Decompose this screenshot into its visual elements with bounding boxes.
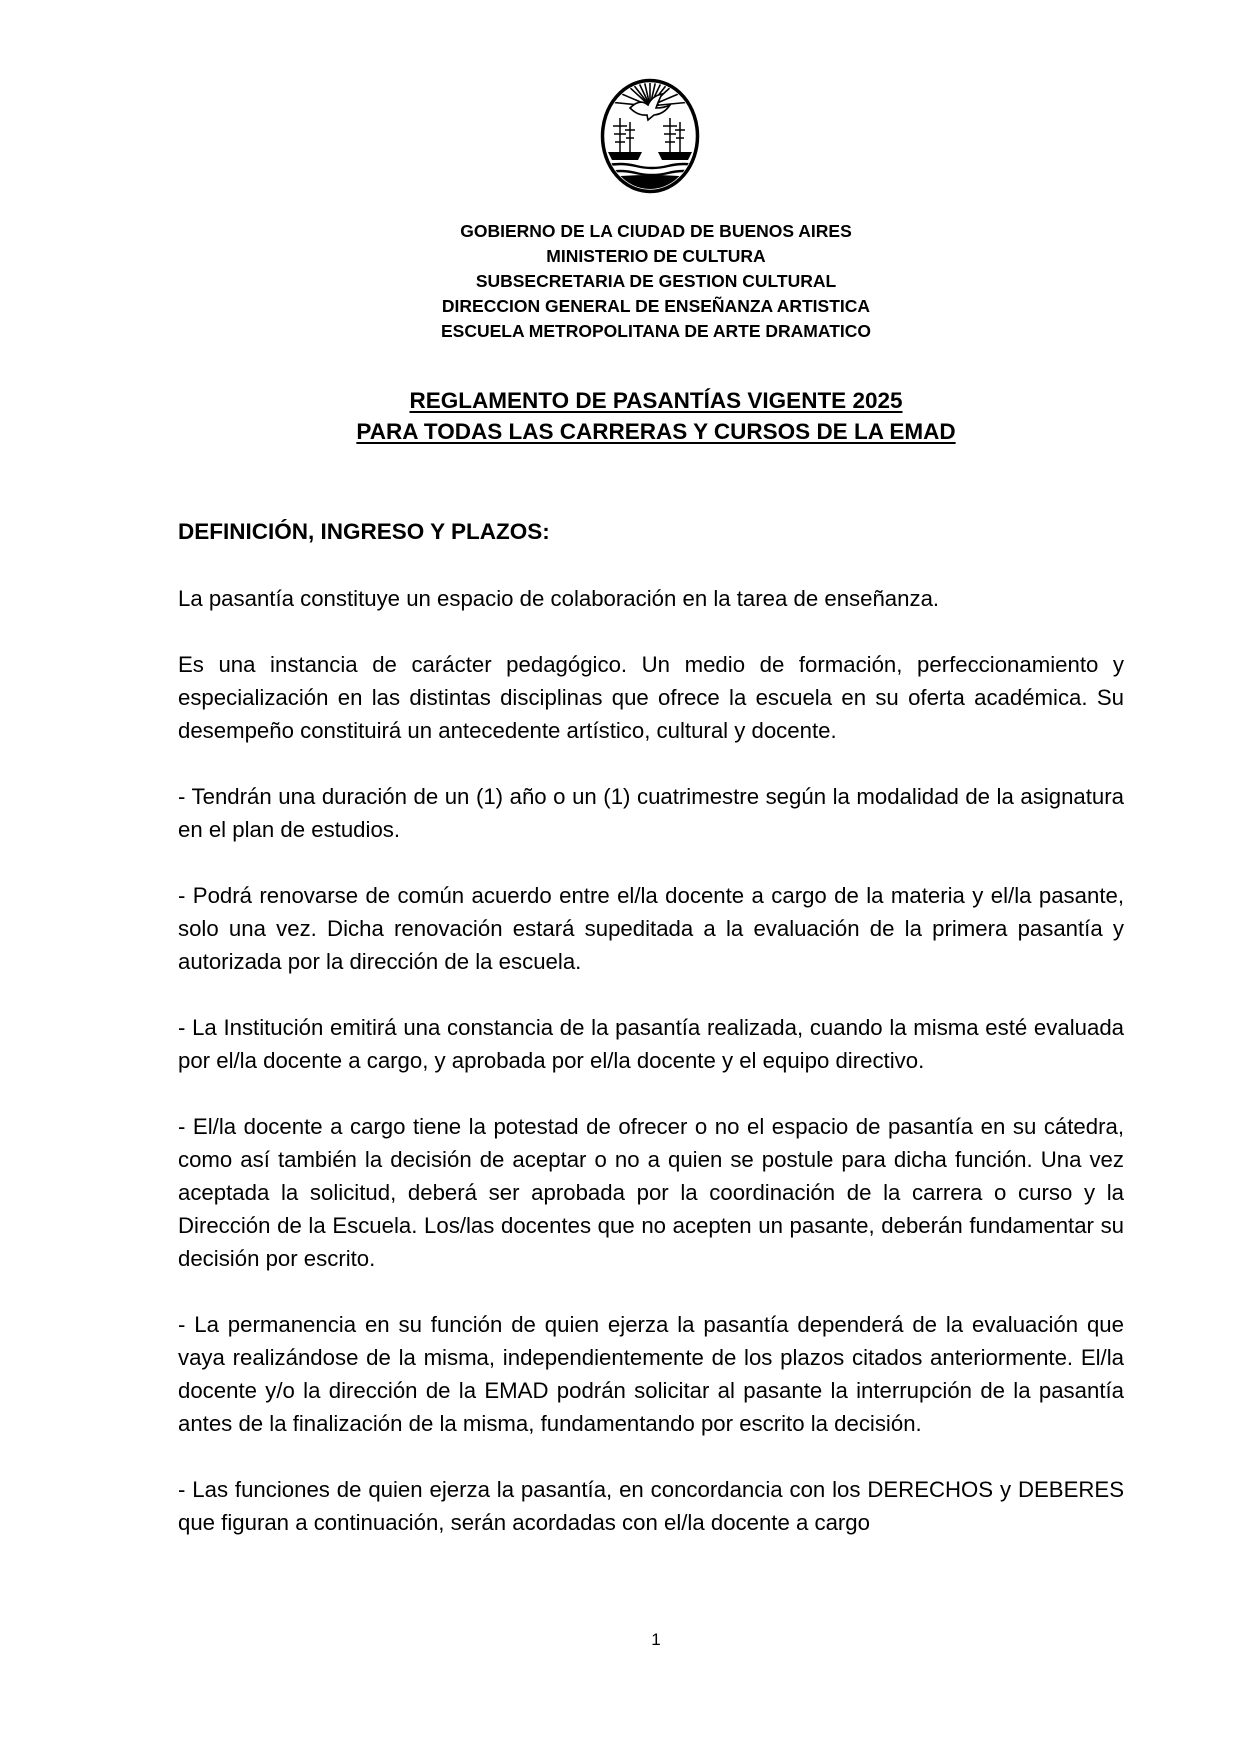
paragraph: - La Institución emitirá una constancia de la pasantía realizada, cuando la misma esté evaluada por el/la docente a cargo, y aprobada por el/la docente y el equipo directivo.: [178, 1015, 1124, 1073]
header-line-subsecretariat: SUBSECRETARIA DE GESTION CULTURAL: [475, 271, 837, 291]
paragraph: La pasantía constituye un espacio de colaboración en la tarea de enseñanza.: [178, 586, 940, 611]
paragraph: Es una instancia de carácter pedagógico. Un medio de formación, perfeccionamiento y especialización en las distintas disciplinas que ofrece la escuela en su oferta académica. Su desempeño constituirá un antecedente artístico, cultural y docente.: [178, 652, 1124, 743]
buenos-aires-coat-of-arms-icon: [600, 78, 700, 194]
paragraph: - Podrá renovarse de común acuerdo entre el/la docente a cargo de la materia y el/la pasante, solo una vez. Dicha renovación estará supeditada a la evaluación de la primera pasantía y autorizada por la dirección de la escuela.: [178, 883, 1124, 974]
paragraph: - La permanencia en su función de quien ejerza la pasantía dependerá de la evaluación que vaya realizándose de la misma, independientemente de los plazos citados anteriormente. El/la docente y/o la dirección de la EMAD podrán solicitar al pasante la interrupción de la pasantía antes de la finalización de la misma, fundamentando por escrito la decisión.: [178, 1312, 1124, 1436]
institution-header: [0, 219, 1242, 344]
section-heading: DEFINICIÓN, INGRESO Y PLAZOS:: [178, 519, 550, 544]
header-line-ministry: MINISTERIO DE CULTURA: [546, 246, 766, 266]
header-line-school: ESCUELA METROPOLITANA DE ARTE DRAMATICO: [440, 321, 872, 341]
header-line-direction: DIRECCION GENERAL DE ENSEÑANZA ARTISTICA: [441, 296, 871, 316]
document-body: [178, 582, 1124, 1539]
paragraph: - El/la docente a cargo tiene la potestad de ofrecer o no el espacio de pasantía en su cátedra, como así también la decisión de aceptar o no a quien se postule para dicha función. Una vez aceptada la solicitud, deberá ser aprobada por la coordinación de la carrera o curso y la Dirección de la Escuela. Los/las docentes que no acepten un pasante, deberán fundamentar su decisión por escrito.: [178, 1114, 1124, 1271]
document-title: [0, 385, 1242, 447]
title-line-2: PARA TODAS LAS CARRERAS Y CURSOS DE LA EMAD: [356, 419, 956, 444]
paragraph: - Las funciones de quien ejerza la pasantía, en concordancia con los DERECHOS y DEBERES que figuran a continuación, serán acordadas con el/la docente a cargo: [178, 1477, 1124, 1535]
paragraph: - Tendrán una duración de un (1) año o un (1) cuatrimestre según la modalidad de la asignatura en el plan de estudios.: [178, 784, 1124, 842]
header-line-government: GOBIERNO DE LA CIUDAD DE BUENOS AIRES: [460, 221, 852, 241]
page-number: 1: [651, 1630, 661, 1649]
title-line-1: REGLAMENTO DE PASANTÍAS VIGENTE 2025: [409, 388, 903, 413]
